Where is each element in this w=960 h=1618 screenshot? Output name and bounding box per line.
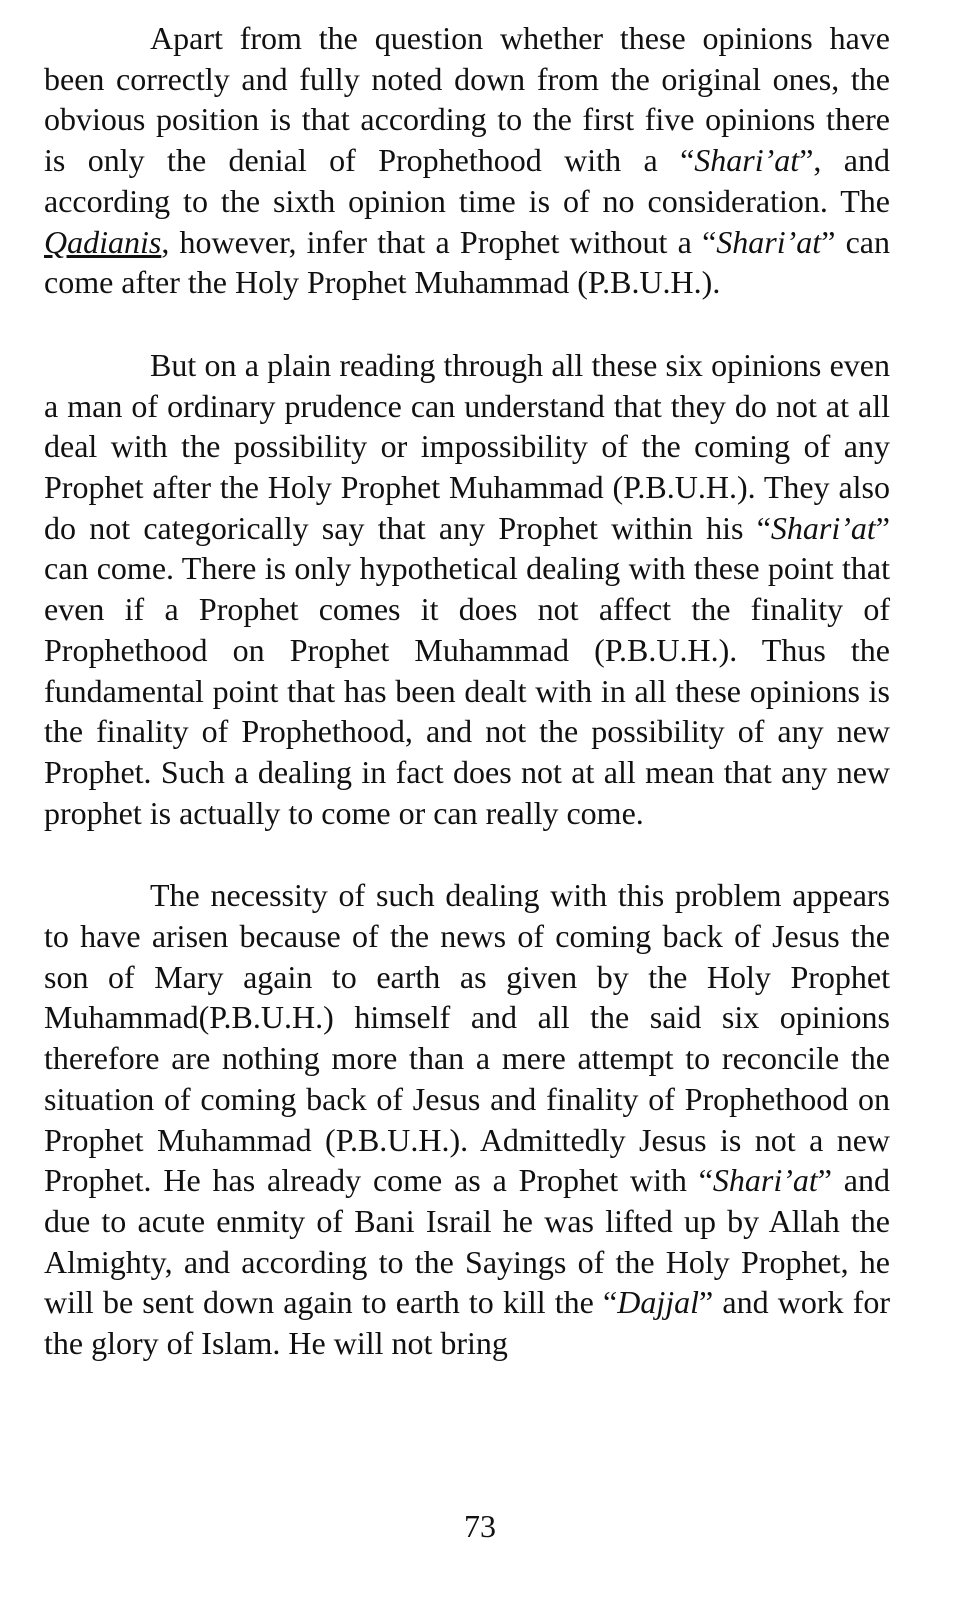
- p1-text-4: ” can come after the Holy Prophet Muhammad (P.B.U.H.).: [44, 223, 891, 301]
- p2-text-2: ” can come. There is only hypothetical dealing with these point that even if a Prophet comes it does not affect the finality of Prophethood on Prophet Muhammad (P.B.U.H.). Thus the fundamental point that has been dealt with in all these opinions is the finality of Prophethood, and not the possibility of any new Prophet. Such a dealing in fact does not at all mean that any new prophet is actually to come or can really come.: [44, 509, 890, 831]
- paragraph-2: [44, 345, 890, 833]
- p1-term-shariat-1: Shari’at: [694, 142, 800, 179]
- page-number: 73: [464, 1508, 496, 1544]
- paragraph-3: [44, 875, 890, 1363]
- p1-text-1: Apart from the question whether these opinions have been correctly and fully noted down from the original ones, the obvious position is that according to the first five opinions there is only the denial of Prophethood with a “: [44, 20, 890, 179]
- p3-text-2: ” and due to acute enmity of Bani Israil he was lifted up by Allah the Almighty, and according to the Sayings of the Holy Prophet, he will be sent down again to earth to kill the “: [44, 1162, 891, 1321]
- p2-term-shariat: Shari’at: [770, 509, 876, 546]
- page-body: [44, 18, 890, 1364]
- p2-text-1: But on a plain reading through all these six opinions even a man of ordinary prudence can understand that they do not at all deal with the possibility or impossibility of the coming of any Prophet after the Holy Prophet Muhammad (P.B.U.H.). They also do not categorically say that any Prophet within his “: [44, 346, 890, 546]
- paragraph-1: [44, 18, 890, 303]
- p1-term-shariat-2: Shari’at: [716, 223, 822, 260]
- p1-text-3: , however, infer that a Prophet without a “: [161, 223, 717, 260]
- p1-term-qadianis: Qadianis: [44, 223, 162, 260]
- p3-term-shariat: Shari’at: [712, 1162, 818, 1199]
- p3-text-3: ” and work for the glory of Islam. He will not bring: [44, 1284, 891, 1362]
- p3-term-dajjal: Dajjal: [617, 1284, 700, 1321]
- p3-text-1: The necessity of such dealing with this problem appears to have arisen because of the news of coming back of Jesus the son of Mary again to earth as given by the Holy Prophet Muhammad(P.B.U.H.) himself and all the said six opinions therefore are nothing more than a mere attempt to reconcile the situation of coming back of Jesus and finality of Prophethood on Prophet Muhammad (P.B.U.H.). Admittedly Jesus is not a new Prophet. He has already come as a Prophet with “: [44, 877, 890, 1199]
- p1-text-2: ”, and according to the sixth opinion time is of no consideration. The: [44, 142, 891, 219]
